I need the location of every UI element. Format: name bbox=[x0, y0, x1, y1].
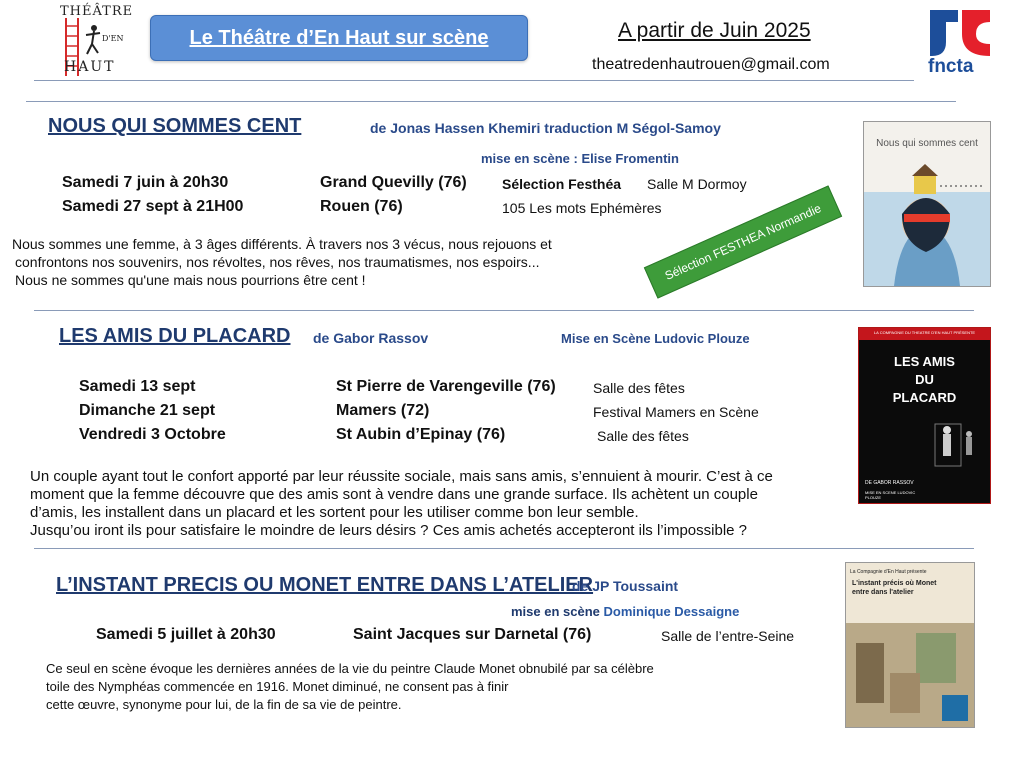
direction-name: Dominique Dessaigne bbox=[603, 604, 740, 619]
show-title: NOUS QUI SOMMES CENT bbox=[48, 115, 302, 137]
poster-figures bbox=[859, 416, 990, 476]
show-direction: mise en scène : Elise Fromentin bbox=[481, 151, 679, 166]
direction-label: mise en scène bbox=[511, 604, 600, 619]
divider bbox=[26, 101, 956, 102]
performance-place: Grand Quevilly (76) bbox=[320, 174, 467, 191]
fncta-text: fncta bbox=[928, 56, 974, 77]
show-title: L’INSTANT PRECIS OU MONET ENTRE DANS L’ATELIER bbox=[56, 574, 594, 596]
logo-word-2: D'EN bbox=[102, 34, 124, 43]
theatre-logo bbox=[56, 4, 134, 78]
performance-date: Samedi 7 juin à 20h30 bbox=[62, 174, 229, 191]
poster-image bbox=[863, 121, 991, 287]
description-line: d’amis, les installent dans un placard et les sortent pour les utiliser comme bon leur semble. bbox=[30, 504, 639, 521]
performance-place: Mamers (72) bbox=[336, 402, 430, 419]
description-line: confrontons nos souvenirs, nos révoltes, nos rêves, nos traumatismes, nos espoirs... bbox=[15, 254, 540, 270]
logo-word-3: HAUT bbox=[64, 59, 116, 75]
show-description bbox=[46, 660, 746, 714]
show-author: de Jonas Hassen Khemiri traduction M Ségol-Samoy bbox=[370, 120, 721, 136]
show-title: LES AMIS DU PLACARD bbox=[59, 325, 291, 347]
fncta-logo bbox=[928, 8, 994, 78]
divider bbox=[34, 548, 974, 549]
description-line: cette œuvre, synonyme pour lui, de la fin de sa vie de peintre. bbox=[46, 697, 402, 712]
performance-venue: Salle des fêtes bbox=[597, 428, 689, 444]
performance-place: Rouen (76) bbox=[320, 198, 403, 215]
poster-illustration bbox=[864, 122, 990, 286]
show-description bbox=[12, 235, 612, 289]
poster-image bbox=[845, 562, 975, 728]
performance-date: Samedi 27 sept à 21H00 bbox=[62, 198, 244, 215]
logo-word-1: THÉÂTRE bbox=[60, 4, 134, 19]
performance-place: Saint Jacques sur Darnetal (76) bbox=[353, 626, 592, 643]
poster-title-line: LES AMIS bbox=[894, 354, 955, 369]
performance-date: Samedi 5 juillet à 20h30 bbox=[96, 626, 276, 643]
poster-title-line: DU bbox=[915, 372, 934, 387]
poster-title-line: PLACARD bbox=[892, 390, 957, 405]
divider bbox=[34, 80, 914, 81]
description-line: Nous sommes une femme, à 3 âges différents. À travers nos 3 vécus, nous rejouons et bbox=[12, 236, 552, 252]
show-description bbox=[30, 468, 830, 540]
performance-place: St Aubin d’Epinay (76) bbox=[336, 426, 506, 443]
poster-direction: MISE EN SCENE LUDOVIC PLOUZE bbox=[865, 490, 916, 500]
performance-date: Vendredi 3 Octobre bbox=[79, 426, 226, 443]
banner-text: Le Théâtre d’En Haut sur scène bbox=[189, 26, 489, 49]
performance-venue: 105 Les mots Ephémères bbox=[502, 200, 662, 216]
badge-text: Sélection FESTHEA Normandie bbox=[662, 201, 824, 283]
performance-venue: Salle de l’entre-Seine bbox=[661, 628, 795, 644]
description-line: Ce seul en scène évoque les dernières années de la vie du peintre Claude Monet obnubilé par sa célèbre bbox=[46, 661, 654, 676]
performance-place: St Pierre de Varengeville (76) bbox=[336, 378, 556, 395]
fncta-mark-icon bbox=[928, 8, 992, 58]
poster-top-text: LA COMPAGNIE DU THEATRE D'EN HAUT PRÉSENTE bbox=[873, 330, 976, 335]
date-heading: A partir de Juin 2025 bbox=[618, 19, 811, 42]
poster-author: DE GABOR RASSOV bbox=[865, 480, 914, 486]
show-direction: Mise en Scène Ludovic Plouze bbox=[561, 331, 750, 346]
performance-date: Dimanche 21 sept bbox=[79, 402, 216, 419]
poster-title: L'instant précis où Monet entre dans l'atelier bbox=[852, 580, 937, 596]
poster-image bbox=[858, 327, 991, 504]
header-banner bbox=[150, 15, 528, 61]
contact-email[interactable]: theatredenhautrouen@gmail.com bbox=[592, 56, 830, 73]
performance-venue: Festival Mamers en Scène bbox=[593, 404, 759, 420]
performance-venue: Salle des fêtes bbox=[593, 380, 685, 396]
selection-note: Sélection Festhéa bbox=[502, 176, 622, 192]
show-author: de JP Toussaint bbox=[572, 578, 679, 594]
description-line: Nous ne sommes qu'une mais nous pourrions être cent ! bbox=[15, 272, 366, 288]
poster-top-text: La Compagnie d'En Haut présente bbox=[850, 569, 927, 575]
festhea-badge bbox=[644, 185, 842, 298]
description-line: Jusqu’ou iront ils pour satisfaire le moindre de leurs désirs ? Ces amis achetés accepteront ils l’impossible ? bbox=[30, 522, 747, 539]
description-line: toile des Nymphéas commencée en 1916. Monet diminué, ne consent pas à finir bbox=[46, 679, 509, 694]
performance-date: Samedi 13 sept bbox=[79, 378, 196, 395]
description-line: moment que la femme découvre que des amis sont à vendre dans une grande surface. Ils achètent un couple bbox=[30, 486, 758, 503]
description-line: Un couple ayant tout le confort apporté par leur réussite sociale, mais sans amis, s’ennuient à mourir. C’est à ce bbox=[30, 468, 773, 485]
show-direction bbox=[511, 604, 739, 619]
divider bbox=[34, 310, 974, 311]
performance-venue: Salle M Dormoy bbox=[647, 176, 747, 192]
show-author: de Gabor Rassov bbox=[313, 330, 429, 346]
poster-title: Nous qui sommes cent bbox=[876, 138, 978, 149]
